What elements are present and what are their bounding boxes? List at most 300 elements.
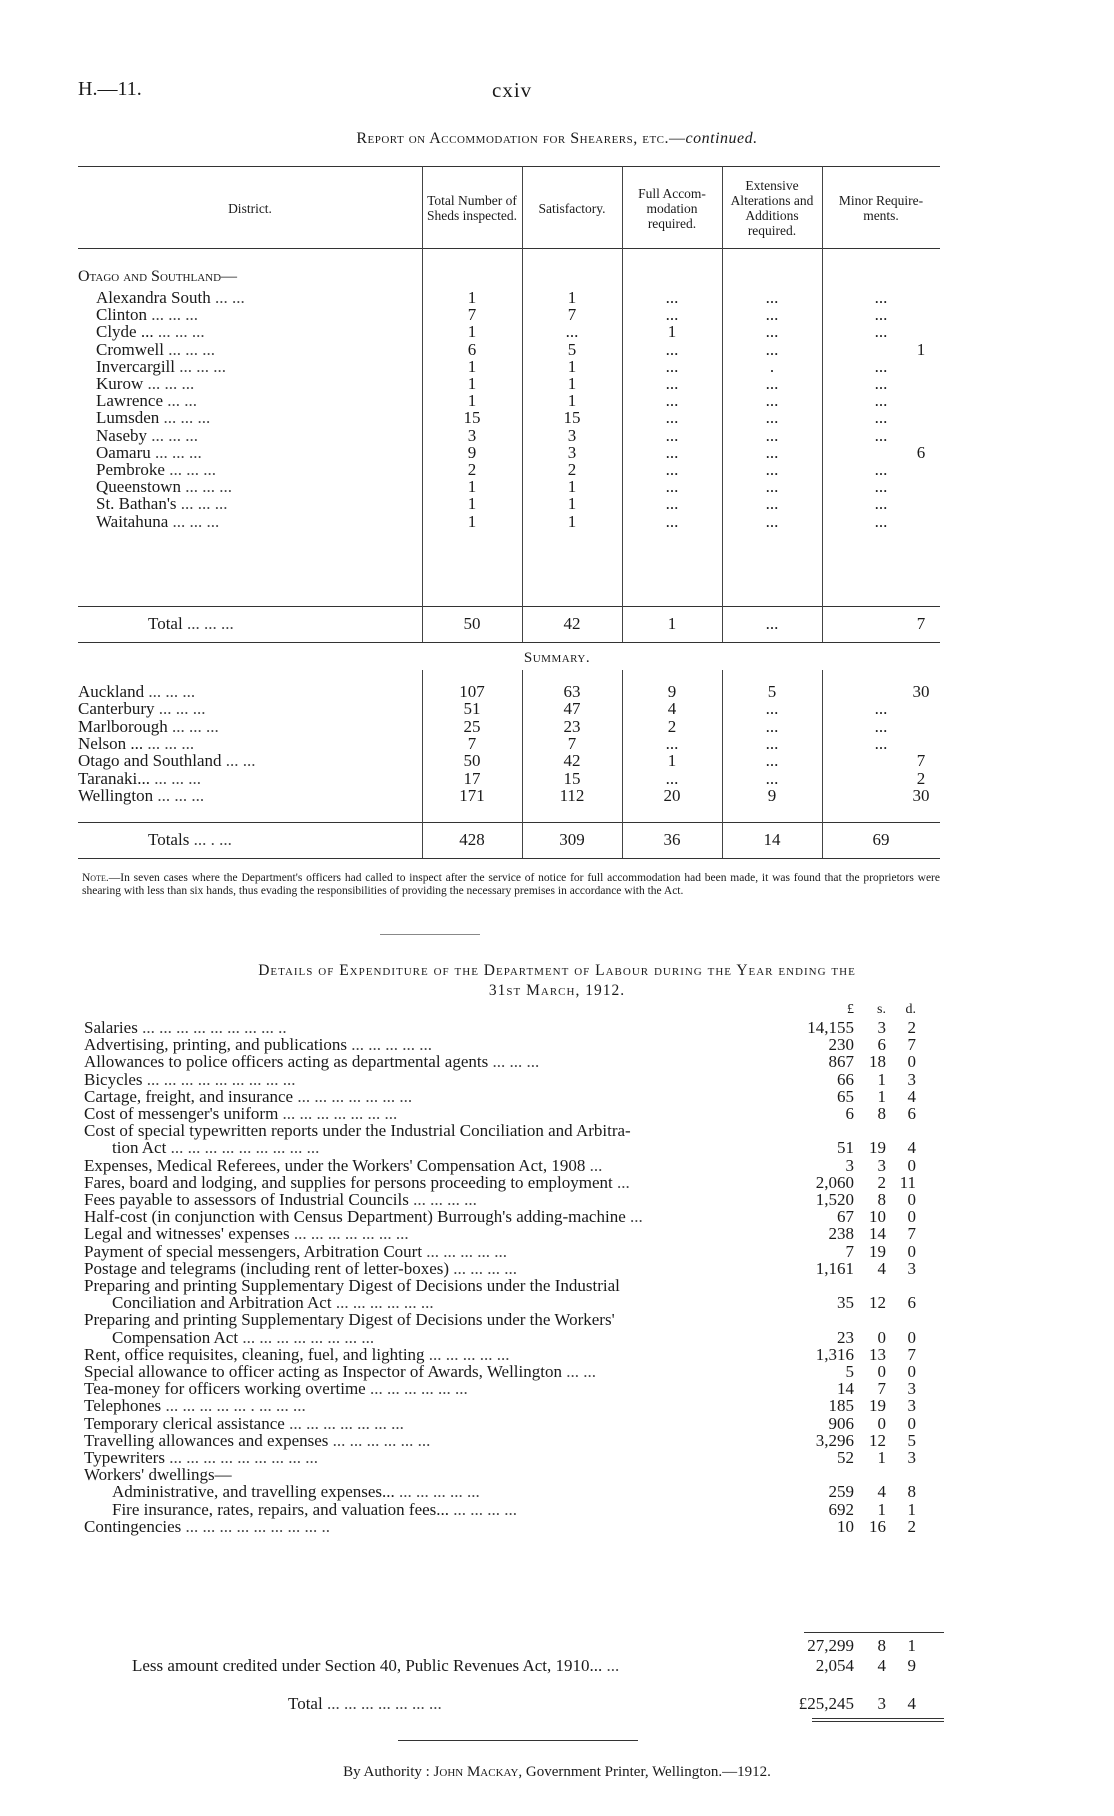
satisfactory-cell: 1 (567, 391, 577, 411)
total-cell: 1 (467, 288, 477, 307)
leader-dots: ... ... ... (154, 699, 206, 719)
amount-shillings: 10 (869, 1207, 886, 1227)
amount-pence: 2 (907, 1516, 916, 1536)
amount-pounds: 1,520 (815, 1190, 854, 1209)
minor-cell: ... (874, 305, 888, 325)
summary-total-top-rule (78, 822, 940, 823)
extensive-cell: ... (765, 425, 779, 445)
amount-shillings: 19 (869, 1138, 886, 1158)
column-header-full-accommodation: Full Accom-modation required. (638, 185, 706, 231)
extensive-cell: ... (765, 288, 779, 307)
leader-dots: ... ... ... ... ... ... ... ... (238, 1327, 375, 1347)
amount-pounds: 3,296 (815, 1430, 854, 1450)
amount-shillings: 8 (877, 1190, 886, 1209)
column-header-minor-requirements: Minor Require-ments. (838, 193, 924, 223)
extensive-cell: ... (765, 477, 779, 497)
minor-cell: ... (874, 374, 888, 393)
amount-pence: 2 (907, 1018, 916, 1037)
total-double-rule-bottom (812, 1721, 944, 1722)
district-label: Nelson ... (78, 733, 144, 753)
satisfactory-cell: 2 (567, 460, 577, 479)
note-label: Note. (82, 872, 109, 884)
expenditure-label: Temporary clerical assistance (84, 1413, 285, 1433)
expenditure-title-line-1: Details of Expenditure of the Department of Labour during the Year ending the (258, 962, 856, 979)
printer-imprint (0, 1764, 1114, 1781)
less-credit-pounds: 2,054 (815, 1656, 854, 1675)
expenditure-label: Salaries (84, 1018, 138, 1037)
minor-cell: ... (874, 425, 888, 445)
amount-shillings: 19 (869, 1241, 886, 1261)
expenditure-label: Telephones (84, 1396, 162, 1416)
amount-shillings: 19 (869, 1396, 886, 1416)
minor-cell: ... (874, 477, 888, 497)
column-divider (722, 166, 723, 248)
leader-dots: ... (612, 1172, 630, 1192)
extensive-cell: 9 (767, 785, 777, 805)
amount-pence: 4 (907, 1086, 916, 1106)
district-label: Pembroke (96, 460, 165, 479)
minor-cell: 2 (916, 768, 926, 788)
total-cell: 1 (467, 322, 477, 342)
total-cell: 6 (467, 339, 477, 359)
currency-header-row (84, 1000, 944, 1020)
amount-shillings: 0 (877, 1362, 886, 1381)
total-label: Total (148, 614, 183, 633)
full-accommodation-cell: ... (665, 477, 679, 497)
minor-cell: ... (874, 356, 888, 376)
leader-dots: ... ... ... ... ... ... ... (278, 1104, 398, 1123)
total-cell: 25 (463, 716, 481, 736)
less-credit-pence: 9 (907, 1656, 916, 1675)
leader-dots: ... ... ... (168, 511, 220, 531)
satisfactory-cell: ... (565, 322, 579, 342)
section-divider (380, 934, 480, 935)
leader-dots: ... ... ... ... ... ... (328, 1430, 431, 1450)
satisfactory-cell: 42 (563, 751, 581, 771)
minor-cell: ... (874, 288, 888, 307)
leader-dots: ... ... ... ... ... ... ... ... ... (164, 1448, 318, 1467)
extensive-cell: ... (765, 614, 779, 633)
amount-shillings: 0 (877, 1413, 886, 1433)
amount-shillings: 4 (877, 1482, 886, 1502)
minor-cell: 7 (916, 614, 926, 633)
total-cell: 1 (467, 374, 477, 393)
table-note (82, 872, 940, 897)
district-name (78, 786, 204, 806)
imprint-printer-name: John Mackay, (433, 1764, 523, 1780)
expenditure-label: Cartage, freight, and insurance (84, 1086, 294, 1106)
expenditure-label: Preparing and printing Supplementary Digest of Decisions under the Industrial (84, 1276, 620, 1295)
full-accommodation-cell: 1 (667, 322, 677, 342)
leader-dots: ... ... ... (147, 305, 199, 325)
amount-pence: 7 (907, 1035, 916, 1055)
amount-pounds: 14 (837, 1379, 854, 1399)
amount-shillings: 16 (869, 1516, 886, 1536)
leader-dots: ... ... ... (167, 716, 219, 736)
less-credit-row (84, 1656, 944, 1676)
district-label: St. Bathan's (96, 494, 177, 514)
amount-shillings: 13 (869, 1344, 886, 1364)
extensive-cell: 5 (767, 682, 777, 701)
amount-shillings: 7 (877, 1379, 886, 1399)
expenditure-total-row (84, 1694, 944, 1714)
district-label: Naseby (96, 425, 147, 445)
imprint-rest: Government Printer, Wellington.—1912. (525, 1764, 771, 1780)
amount-pence: 3 (907, 1069, 916, 1089)
accommodation-table (78, 160, 940, 849)
extensive-cell: ... (765, 751, 779, 771)
leader-dots: ... ... ... ... ... ... ... (293, 1086, 413, 1106)
total-label: Totals (148, 830, 190, 849)
district-label: Auckland (78, 682, 145, 701)
extensive-cell: ... (765, 733, 779, 753)
report-title-continued: continued. (685, 130, 758, 147)
report-reference: H.—11. (78, 78, 142, 100)
amount-shillings: 8 (877, 1104, 886, 1123)
amount-pence: 6 (907, 1293, 916, 1313)
pence-header: d. (905, 1002, 916, 1017)
satisfactory-cell: 47 (563, 699, 581, 719)
expenditure-total-pounds: £25,245 (798, 1694, 854, 1713)
leader-dots: ... ... ... ... ... . ... ... ... (161, 1396, 306, 1416)
report-title (0, 130, 1114, 148)
amount-pence: 7 (907, 1224, 916, 1244)
leader-dots: ... (625, 1207, 643, 1227)
extensive-cell: ... (765, 716, 779, 736)
leader-dots: ... ... ... ... ... (422, 1241, 508, 1261)
leader-dots: ... ... ... (164, 339, 215, 359)
leader-dots: ... ... ... (182, 614, 234, 633)
amount-shillings: 6 (877, 1035, 886, 1055)
column-header-district: District. (228, 200, 272, 216)
leader-dots: ... (585, 1155, 603, 1175)
district-label: Cromwell (96, 339, 164, 359)
satisfactory-cell: 42 (563, 614, 581, 633)
full-accommodation-cell: ... (665, 391, 679, 411)
column-divider (522, 166, 523, 248)
minor-cell: ... (874, 322, 888, 342)
leader-dots: ... ... ... ... ... ... ... (284, 1413, 404, 1433)
expenditure-label: Fees payable to assessors of Industrial Councils (84, 1190, 409, 1209)
amount-shillings: 1 (877, 1448, 886, 1467)
subtotal-pounds: 27,299 (807, 1636, 854, 1655)
amount-shillings: 2 (877, 1172, 886, 1192)
expenditure-label: Cost of special typewritten reports under the Industrial Conciliation and Arbitra- (84, 1121, 631, 1141)
full-accommodation-cell: ... (665, 374, 679, 393)
district-label: Taranaki... (78, 768, 150, 788)
expenditure-label: Preparing and printing Supplementary Digest of Decisions under the Workers' (84, 1310, 615, 1330)
district-name (96, 512, 219, 532)
full-accommodation-cell: ... (665, 339, 679, 359)
table-top-rule (78, 166, 940, 167)
expenditure-label: Fares, board and lodging, and supplies for persons proceeding to employment (84, 1172, 613, 1192)
otago-total-bottom-rule (78, 642, 940, 643)
less-credit-label: Less amount credited under Section 40, Public Revenues Act, 1910... (132, 1656, 603, 1675)
leader-dots: ... ... ... (180, 477, 232, 497)
amount-pounds: 3 (845, 1155, 854, 1175)
leader-dots: ... ... ... (164, 460, 216, 479)
amount-pounds: 7 (845, 1241, 854, 1261)
minor-cell: 6 (916, 442, 926, 462)
subtotal-row (84, 1636, 944, 1656)
expenditure-label: Special allowance to officer acting as Inspector of Awards, Wellington (84, 1362, 562, 1381)
amount-pounds: 867 (828, 1052, 854, 1072)
amount-pounds: 185 (828, 1396, 854, 1416)
amount-pence: 0 (907, 1155, 916, 1175)
amount-pounds: 14,155 (807, 1018, 854, 1037)
full-accommodation-cell: ... (665, 288, 679, 307)
expenditure-label: Allowances to police officers acting as departmental agents (84, 1052, 489, 1072)
extensive-cell: ... (765, 391, 779, 411)
minor-cell: 30 (912, 682, 930, 701)
leader-dots: ... ... ... ... ... ... (331, 1293, 434, 1313)
full-accommodation-cell: ... (665, 442, 679, 462)
expenditure-label: Compensation Act (112, 1327, 239, 1347)
footer-rule (398, 1740, 638, 1741)
page-number: cxiv (492, 78, 533, 102)
total-cell: 15 (463, 408, 481, 428)
amount-pounds: 10 (837, 1516, 854, 1536)
full-accommodation-cell: ... (665, 460, 679, 479)
amount-pounds: 52 (837, 1448, 854, 1467)
leader-dots: ... ... ... (176, 494, 228, 514)
satisfactory-cell: 309 (559, 830, 585, 849)
expenditure-total-shillings: 3 (877, 1694, 886, 1713)
minor-cell: 7 (916, 751, 926, 771)
district-label: Waitahuna (96, 511, 169, 531)
district-label: Canterbury (78, 699, 155, 719)
amount-shillings: 3 (877, 1155, 886, 1175)
otago-total-row (78, 614, 940, 634)
district-label: Lumsden (96, 408, 160, 428)
amount-pence: 0 (907, 1327, 916, 1347)
leader-dots: ... ... (210, 288, 245, 307)
amount-pounds: 1,161 (815, 1258, 854, 1278)
amount-pounds: 692 (828, 1499, 854, 1519)
full-accommodation-cell: ... (665, 494, 679, 514)
leader-dots: ... ... ... ... (449, 1499, 518, 1519)
total-cell: 1 (467, 494, 477, 514)
less-credit-shillings: 4 (877, 1656, 886, 1675)
minor-cell: ... (874, 494, 888, 514)
full-accommodation-cell: ... (665, 733, 679, 753)
table-bottom-rule (78, 858, 940, 859)
satisfactory-cell: 23 (563, 716, 581, 736)
expenditure-total-pence: 4 (907, 1694, 916, 1713)
extensive-cell: ... (765, 494, 779, 514)
total-cell: 107 (459, 682, 485, 701)
leader-dots: ... ... ... ... (408, 1190, 477, 1209)
extensive-cell: ... (765, 408, 779, 428)
amount-shillings: 18 (869, 1052, 886, 1072)
expenditure-title-line-2: 31st March, 1912. (488, 982, 626, 999)
expenditure-label: Payment of special messengers, Arbitration Court (84, 1241, 423, 1261)
leader-dots: ... ... ... ... (449, 1258, 518, 1278)
leader-dots: ... ... ... ... ... ... ... ... ... (166, 1138, 320, 1158)
district-label: Clyde ... (96, 322, 154, 342)
expenditure-label: Cost of messenger's uniform (84, 1104, 279, 1123)
expenditure-label: Contingencies (84, 1516, 182, 1536)
leader-dots: ... ... ... (146, 425, 198, 445)
satisfactory-cell: 15 (563, 408, 581, 428)
leader-dots: ... ... ... ... ... ... ... ... .. (137, 1018, 287, 1037)
full-accommodation-cell: 4 (667, 699, 677, 719)
amount-pounds: 238 (828, 1224, 854, 1244)
leader-dots: ... ... ... (149, 768, 201, 788)
minor-cell: 69 (872, 830, 890, 849)
expenditure-label: Advertising, printing, and publications (84, 1035, 347, 1055)
extensive-cell: ... (765, 768, 779, 788)
satisfactory-cell: 1 (567, 288, 577, 307)
full-accommodation-cell: ... (665, 408, 679, 428)
amount-pence: 3 (907, 1448, 916, 1467)
minor-cell: ... (874, 511, 888, 531)
satisfactory-cell: 3 (567, 425, 577, 445)
leader-dots: ... ... (221, 751, 256, 771)
minor-cell: ... (874, 391, 888, 411)
expenditure-row (84, 1517, 944, 1537)
extensive-cell: ... (765, 322, 779, 342)
amount-pence: 0 (907, 1362, 916, 1381)
expenditure-label: Rent, office requisites, cleaning, fuel, and lighting (84, 1344, 425, 1364)
amount-shillings: 1 (877, 1069, 886, 1089)
table-row (78, 786, 940, 806)
total-cell: 428 (459, 830, 485, 849)
amount-pounds: 259 (828, 1482, 854, 1502)
expenditure-item (84, 1517, 330, 1537)
total-cell: 17 (463, 768, 481, 788)
expenditure-label: Half-cost (in conjunction with Census Department) Burrough's adding-machine (84, 1207, 626, 1227)
amount-shillings: 12 (869, 1293, 886, 1313)
amount-shillings: 14 (869, 1224, 886, 1244)
minor-cell: ... (874, 699, 888, 719)
extensive-cell: ... (765, 460, 779, 479)
amount-pence: 0 (907, 1207, 916, 1227)
leader-dots: ... ... (561, 1362, 596, 1381)
extensive-cell: . (769, 356, 775, 376)
amount-pence: 3 (907, 1396, 916, 1416)
amount-pounds: 66 (837, 1069, 854, 1089)
leader-dots: ... . ... (189, 830, 232, 849)
expenditure-table (84, 1000, 944, 1720)
total-cell: 1 (467, 477, 477, 497)
table-header-rule (78, 248, 940, 249)
amount-pence: 7 (907, 1344, 916, 1364)
amount-pence: 8 (907, 1482, 916, 1502)
leader-dots: ... ... ... ... ... ... ... (289, 1224, 409, 1244)
amount-shillings: 4 (877, 1258, 886, 1278)
expenditure-label: Conciliation and Arbitration Act (112, 1293, 332, 1313)
amount-pence: 3 (907, 1258, 916, 1278)
district-label: Alexandra South (96, 288, 211, 307)
total-cell: 171 (459, 785, 485, 805)
leader-dots: ... ... (163, 391, 198, 411)
full-accommodation-cell: 2 (667, 716, 677, 736)
amount-pounds: 2,060 (815, 1172, 854, 1192)
column-header-satisfactory: Satisfactory. (538, 200, 606, 216)
total-name (148, 614, 234, 634)
total-cell: 50 (463, 614, 481, 633)
satisfactory-cell: 1 (567, 477, 577, 497)
amount-pounds: 230 (828, 1035, 854, 1055)
district-label: Queenstown (96, 477, 181, 497)
pounds-header: £ (847, 1002, 854, 1017)
amount-pence: 0 (907, 1190, 916, 1209)
amount-pounds: 67 (837, 1207, 854, 1227)
expenditure-total-label: Total (288, 1694, 323, 1713)
extensive-cell: ... (765, 699, 779, 719)
district-label: Lawrence (96, 391, 164, 411)
expenditure-label: Tea-money for officers working overtime (84, 1379, 366, 1399)
amount-pence: 6 (907, 1104, 916, 1123)
full-accommodation-cell: 1 (667, 614, 677, 633)
minor-cell: ... (874, 716, 888, 736)
amount-pence: 0 (907, 1413, 916, 1433)
amount-shillings: 12 (869, 1430, 886, 1450)
expenditure-label: Legal and witnesses' expenses (84, 1224, 290, 1244)
amount-pence: 3 (907, 1379, 916, 1399)
minor-cell: ... (874, 408, 888, 428)
amount-pounds: 1,316 (815, 1344, 854, 1364)
amount (804, 1517, 944, 1537)
district-label: Oamaru (96, 442, 151, 462)
report-title-main: Report on Accommodation for Shearers, etc.— (356, 130, 686, 147)
total-cell: 1 (467, 511, 477, 531)
amount-pounds: 6 (845, 1104, 854, 1123)
full-accommodation-cell: ... (665, 425, 679, 445)
expenditure-label: Travelling allowances and expenses (84, 1430, 329, 1450)
amount-pence: 0 (907, 1052, 916, 1072)
expenditure-label: Bicycles (84, 1069, 143, 1089)
amount-pence: 4 (907, 1138, 916, 1158)
total-name (148, 830, 232, 850)
amount-shillings: 0 (877, 1327, 886, 1347)
expenditure-label: Expenses, Medical Referees, under the Workers' Compensation Act, 1908 (84, 1155, 586, 1175)
amount-pence: 11 (899, 1172, 916, 1192)
expenditure-label: tion Act (112, 1138, 167, 1158)
district-label: Kurow (96, 374, 144, 393)
column-header-extensive-alterations: Extensive Alterations and Additions required. (730, 178, 814, 238)
total-cell: 2 (467, 460, 477, 479)
expenditure-label: Typewriters (84, 1448, 165, 1467)
total-cell: 7 (467, 305, 477, 325)
otago-total-top-rule (78, 606, 940, 607)
total-cell: 9 (467, 442, 477, 462)
total-cell: 7 (467, 733, 477, 753)
amount-pounds: 51 (837, 1138, 854, 1158)
leader-dots: ... ... ... (143, 733, 195, 753)
amount-pounds: 35 (837, 1293, 854, 1313)
full-accommodation-cell: ... (665, 768, 679, 788)
full-accommodation-cell: ... (665, 305, 679, 325)
minor-cell: ... (874, 460, 888, 479)
subtotal-rule (804, 1632, 944, 1633)
otago-section-heading: Otago and Southland— (78, 268, 238, 285)
amount-pounds: 5 (845, 1362, 854, 1381)
full-accommodation-cell: ... (665, 511, 679, 531)
expenditure-total-dots: ... ... ... ... ... ... ... (322, 1694, 442, 1713)
leader-dots: ... ... ... ... ... (394, 1482, 480, 1502)
shillings-header: s. (877, 1002, 886, 1017)
column-divider (622, 166, 623, 248)
expenditure-label: Workers' dwellings— (84, 1465, 232, 1485)
district-label: Invercargill (96, 356, 175, 376)
satisfactory-cell: 1 (567, 356, 577, 376)
expenditure-label: Fire insurance, rates, repairs, and valuation fees... (112, 1499, 450, 1519)
satisfactory-cell: 5 (567, 339, 577, 359)
leader-dots: ... ... ... ... ... (424, 1344, 510, 1364)
table-row (78, 512, 940, 532)
